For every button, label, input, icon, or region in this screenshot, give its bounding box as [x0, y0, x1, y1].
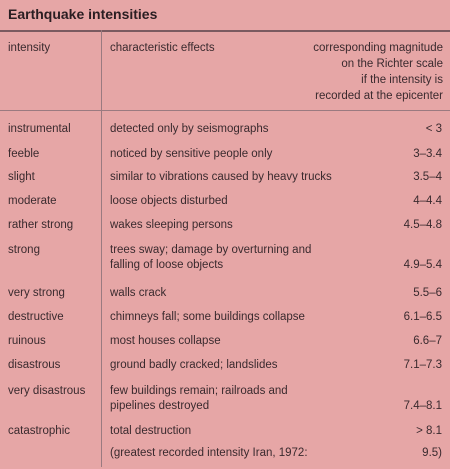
effects-cell: [110, 147, 350, 162]
magnitude-cell: 6.6–7: [413, 335, 442, 347]
effects-cell: [110, 310, 350, 325]
magnitude-cell: 7.4–8.1: [403, 400, 442, 412]
effects-line: chimneys fall; some buildings collapse: [110, 311, 305, 323]
intensity-cell: strong: [8, 244, 40, 256]
header-intensity: intensity: [8, 42, 51, 54]
effects-line: walls crack: [110, 287, 167, 299]
column-divider: [101, 30, 102, 467]
effects-cell: [110, 243, 350, 273]
effects-line: loose objects disturbed: [110, 195, 228, 207]
effects-line: (greatest recorded intensity Iran, 1972:: [110, 447, 308, 459]
header-magnitude-line: corresponding magnitude: [313, 42, 443, 54]
effects-line: ground badly cracked; landslides: [110, 359, 278, 371]
effects-cell: [110, 358, 350, 373]
magnitude-cell: 4.5–4.8: [403, 219, 442, 231]
effects-line: few buildings remain; railroads and: [110, 385, 288, 397]
effects-cell: [110, 424, 350, 439]
intensity-cell: instrumental: [8, 123, 71, 135]
page-title: Earthquake intensities: [8, 6, 158, 22]
intensity-cell: moderate: [8, 195, 57, 207]
magnitude-cell: 3.5–4: [413, 171, 442, 183]
effects-cell: [110, 286, 350, 301]
magnitude-cell: < 3: [425, 123, 442, 135]
header-effects: characteristic effects: [110, 42, 215, 54]
magnitude-cell: 4–4.4: [413, 195, 442, 207]
magnitude-cell: 6.1–6.5: [403, 311, 442, 323]
intensity-cell: destructive: [8, 311, 64, 323]
intensity-cell: slight: [8, 171, 35, 183]
effects-cell: [110, 334, 350, 349]
effects-line: total destruction: [110, 425, 192, 437]
effects-cell: [110, 194, 350, 209]
header-magnitude: [263, 40, 443, 104]
effects-line: noticed by sensitive people only: [110, 148, 273, 160]
effects-line: similar to vibrations caused by heavy trucks: [110, 171, 332, 183]
effects-line: detected only by seismographs: [110, 123, 269, 135]
magnitude-cell: 7.1–7.3: [403, 359, 442, 371]
effects-line: pipelines destroyed: [110, 400, 210, 412]
effects-line: most houses collapse: [110, 335, 221, 347]
header-magnitude-line: recorded at the epicenter: [315, 90, 443, 102]
effects-line: trees sway; damage by overturning and: [110, 244, 312, 256]
effects-cell: [110, 122, 350, 137]
intensity-cell: feeble: [8, 148, 40, 160]
magnitude-cell: > 8.1: [416, 425, 442, 437]
magnitude-cell: 3–3.4: [413, 148, 442, 160]
header-divider: [0, 110, 450, 111]
intensity-cell: rather strong: [8, 219, 74, 231]
intensity-cell: very strong: [8, 287, 65, 299]
effects-cell: [110, 170, 350, 185]
effects-cell: [110, 446, 350, 461]
magnitude-cell: 5.5–6: [413, 287, 442, 299]
intensity-cell: catastrophic: [8, 425, 71, 437]
magnitude-cell: 4.9–5.4: [403, 259, 442, 271]
header-magnitude-line: on the Richter scale: [341, 58, 443, 70]
intensity-cell: disastrous: [8, 359, 61, 371]
effects-line: falling of loose objects: [110, 259, 224, 271]
magnitude-cell: 9.5): [422, 447, 442, 459]
intensity-cell: ruinous: [8, 335, 46, 347]
effects-cell: [110, 218, 350, 233]
effects-line: wakes sleeping persons: [110, 219, 233, 231]
effects-cell: [110, 384, 350, 414]
header-magnitude-line: if the intensity is: [361, 74, 443, 86]
intensity-cell: very disastrous: [8, 385, 86, 397]
